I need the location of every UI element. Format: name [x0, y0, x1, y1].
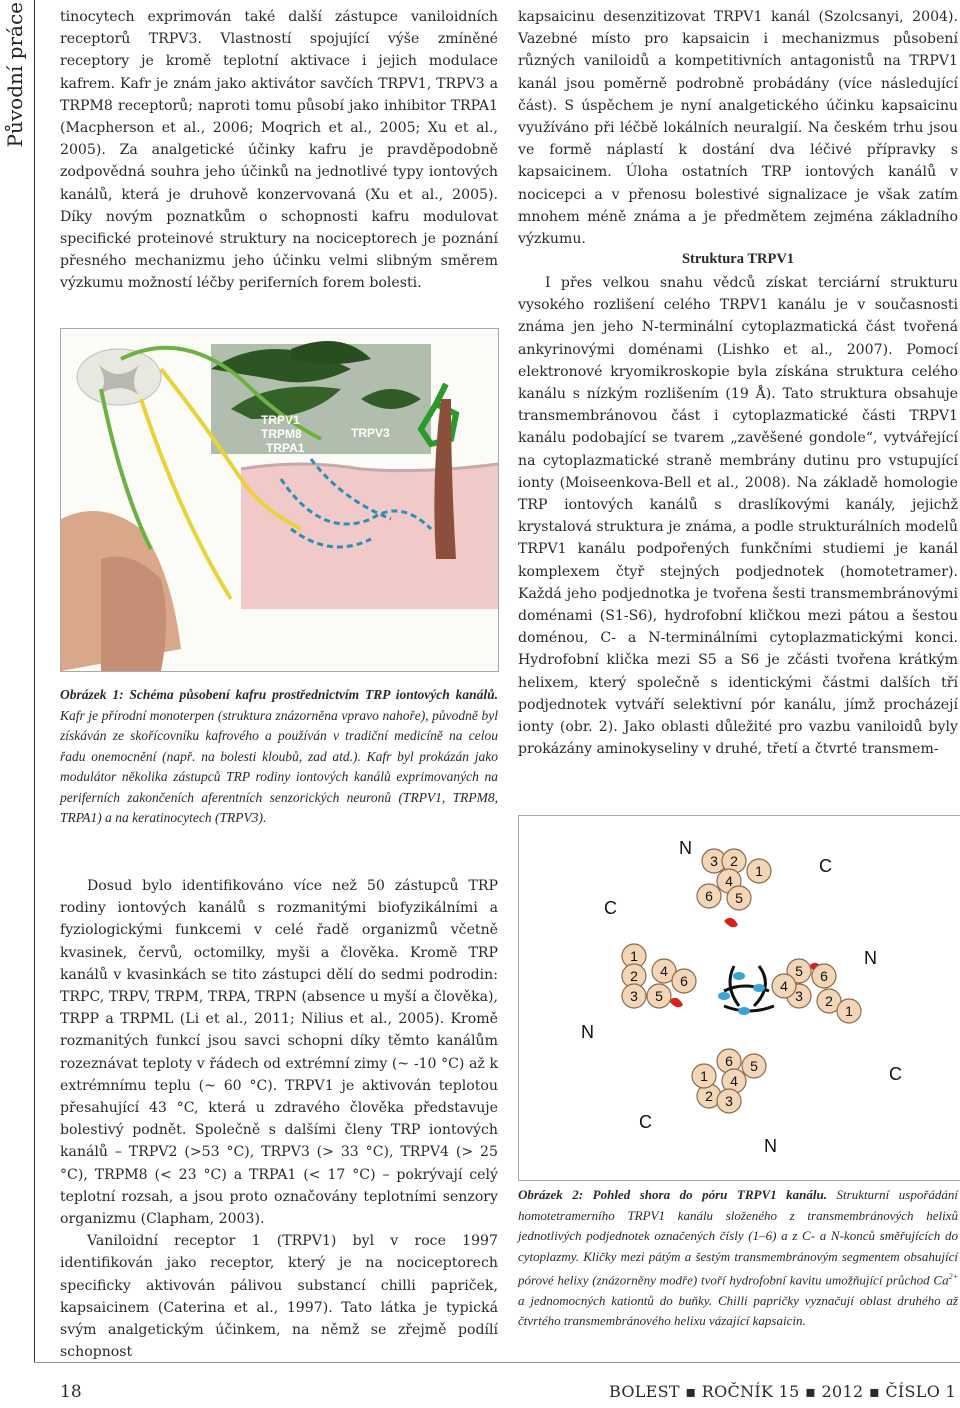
label-trpa1: TRPA1 — [266, 441, 305, 455]
c-terminal-label: C — [639, 1112, 652, 1132]
helix-number: 3 — [710, 853, 718, 869]
left-column-bottom — [60, 875, 498, 1363]
n-terminal-label: N — [679, 838, 692, 858]
helix-number: 2 — [730, 853, 738, 869]
helix-number: 5 — [750, 1058, 758, 1074]
helix-number: 3 — [795, 988, 803, 1004]
footer-rule — [34, 1362, 960, 1363]
figure-2-image — [518, 815, 960, 1181]
paragraph: kapsaicinu desenzitizovat TRPV1 kanál (Szolcsanyi, 2004). Vazebné místo pro kapsaicin i mechanizmus působení různých vaniloidů a kompetitivních antagonistů na TRPV1 kanál jsou poměrně podrobně probádány (více následující část). S úspěchem je nyní analgetického účinku kapsaicinu využíváno při léčbě lokálních neuralgií. Na českém trhu jsou ve formě náplastí k dostání dva léčivé přípravky s kapsaicinem. Úloha ostatních TRP iontových kanálů v nocicepci a v přenosu bolestivé signalizace je však zatím mnohem méně známa a je předmětem zejména základního výzkumu. — [518, 9, 958, 248]
left-column-top — [60, 6, 498, 295]
section-heading: Struktura TRPV1 — [681, 251, 795, 267]
c-terminal-label: C — [819, 856, 832, 876]
n-terminal-label: N — [581, 1022, 594, 1042]
helix-number: 6 — [725, 1053, 733, 1069]
helix-number: 4 — [660, 963, 668, 979]
figure-1-image — [60, 328, 499, 672]
figure-1-caption: Obrázek 1: Schéma působení kafru prostřednictvím TRP iontových kanálů. Kafr je přírodní monoterpen (struktura znázorněna vpravo nahoře), původně byl získáván ze skořícovníku kafrového a používán v tradiční medicíně na celou řadu onemocnění (např. na bolesti kloubů, zad atd.). Kafr byl prokázán jako modulátor několika zástupců TRP rodiny iontových kanálů exprimovaných na periferních zakončeních aferentních senzorických neuronů (TRPV1, TRPM8, TRPA1) a na keratinocytech (TRPV3). — [60, 687, 498, 825]
helix-number: 3 — [725, 1093, 733, 1109]
n-terminal-label: N — [864, 948, 877, 968]
journal-footer: BOLEST ▪ ROČNÍK 15 ▪ 2012 ▪ ČÍSLO 1 — [608, 1382, 956, 1401]
helix-number: 4 — [780, 978, 788, 994]
c-terminal-label: C — [604, 898, 617, 918]
helix-number: 2 — [630, 968, 638, 984]
helix-number: 4 — [725, 873, 733, 889]
helix-number: 1 — [630, 948, 638, 964]
figure-2-caption: Obrázek 2: Pohled shora do póru TRPV1 kanálu. Strukturní uspořádání homotetramerního TRPV1 kanálu složeného z transmembránových helixů jednotlivých podjednotek označených čísly (1–6) a z C- a N-konců směřujících do cytoplazmy. Kličky mezi pátým a šestým transmembránovým segmentem obsahující pórové helixy (znázorněny modře) tvoří hydrofobní kavitu umožňující průchod $Ca^{2+}$ a jednomocných kationtů do buňky. Chilli papričky vyznačují oblast druhého až čtvrtého transmembránového helixu vázající kapsaicin. — [518, 1187, 958, 1329]
page-number: 18 — [60, 1382, 82, 1402]
right-column-mid — [518, 248, 958, 760]
paragraph: tinocytech exprimován také další zástupce vaniloidních receptorů TRPV3. Vlastností spojující výše zmíněné receptory je kromě teplotní aktivace i jejich modulace kafrem. Kafr je znám jako aktivátor savčích TRPV1, TRPV3 a TRPM8 receptorů; naproti tomu působí jako inhibitor TRPA1 (Macpherson et al., 2006; Moqrich et al., 2005; Xu et al., 2005). Za analgetické účinky kafru je pravděpodobně zodpovědná souhra jeho účinků na jednotlivé typy iontových kanálů, která je druhově konzervovaná (Xu et al., 2005). Díky novým poznatkům o schopnosti kafru modulovat specifické proteinové struktury na nociceptorech je poznání přesného mechanizmu jeho účinku velmi slibným směrem výzkumu možností léčby periferních forem bolesti. — [60, 9, 498, 292]
helix-number: 2 — [825, 993, 833, 1009]
helix-number: 6 — [705, 888, 713, 904]
paragraph: Dosud bylo identifikováno více než 50 zástupců TRP rodiny iontových kanálů s rozmanitými biofyzikálními a fyziologickými funkcemi v celé řadě organizmů včetně kvasinek, červů, octomilky, myši a člověka. Kromě TRP kanálů v kvasinkách se tito zástupci dělí do sedmi podrodin: TRPC, TRPV, TRPM, TRPA, TRPN (absence u myší a člověka), TRPP a TRPML (Li et al., 2011; Nilius et al., 2005). Kromě rozmanitých funkcí jsou savci schopni díky těmto kanálům rozeznávat teploty v řádech od extrémní zimy (~ -10 °C) až k extrémnímu teplu (~ 60 °C). TRPV1 je aktivován teplotou přesahující 43 °C, která u zdravého člověka představuje bolestivý podnět. Společně s dalšími členy TRP iontových kanálů – TRPV2 (>53 °C), TRPV3 (> 33 °C), TRPV4 (> 25 °C), TRPM8 (< 23 °C) a TRPA1 (< 17 °C) – pokrývají celý teplotní rozsah, a jsou proto označovány teplotními senzory organizmu (Clapham, 2003). — [60, 878, 498, 1228]
paragraph: Vaniloidní receptor 1 (TRPV1) byl v roce 1997 identifikován jako receptor, který je na nociceptorech specificky aktivován pálivou substancí chilli papriček, kapsaicinem (Caterina et al., 1997). Tato látka je typická svým analgetickým účinkem, na němž se zřejmě podílí schopnost — [60, 1233, 498, 1361]
helix-number: 6 — [680, 973, 688, 989]
helix-number: 6 — [820, 968, 828, 984]
helix-number: 4 — [730, 1073, 738, 1089]
helix-number: 5 — [795, 963, 803, 979]
helix-number: 1 — [700, 1068, 708, 1084]
paragraph: I přes velkou snahu vědců získat terciární strukturu vysokého rozlišení celého TRPV1 kanálu je v současnosti známa jen jeho N-terminální cytoplazmatická část tvořená ankyrinovými doménami (Lishko et al., 2007). Pomocí elektronové kryomikroskopie byla získána struktura celého kanálu s nízkým rozlišením (19 Å). Tato struktura obsahuje transmembránovou část i cytoplazmatické části TRPV1 kanálu podobající se tvarem „zavěšené gondole“, vytvářející na cytoplazmatické straně membrány dutinu pro vstupující ionty (Moiseenkova-Bell et al., 2008). Na základě homologie TRP iontových kanálů s draslíkovými kanály, jejichž krystalová struktura je známa, a podle strukturálních modelů TRPV1 kanálu podpořených funkčními studiemi je kanál komplexem čtyř stejných podjednotek (homotetramer). Každá jeho podjednotka je tvořena šesti transmembránovými doménami (S1-S6), hydrofobní kličkou mezi pátou a šestou doménou, C- a N-terminálními cytoplazmatickými konci. Hydrofobní klička mezi S5 a S6 je zčásti tvořena krátkým helixem, který společně s identickými částmi dalších tří podjednotek vytváří selektivní pór kanálu, jímž procházejí ionty (obr. 2). Jako oblasti důležité pro vazbu vaniloidů byly prokázány aminokyseliny v druhé, třetí a čtvrté transmem- — [518, 275, 958, 758]
helix-number: 1 — [755, 863, 763, 879]
n-terminal-label: N — [764, 1136, 777, 1156]
spinal-cord-illustration — [77, 349, 161, 405]
section-label: Původní práce — [3, 2, 27, 148]
right-column-top — [518, 6, 958, 250]
helix-number: 3 — [630, 988, 638, 1004]
helix-number: 5 — [735, 890, 743, 906]
helix-number: 5 — [655, 988, 663, 1004]
helix-number: 1 — [845, 1003, 853, 1019]
helix-number: 2 — [705, 1088, 713, 1104]
label-trpv1: TRPV1 — [261, 413, 300, 427]
c-terminal-label: C — [889, 1064, 902, 1084]
left-vertical-rule — [34, 0, 35, 1362]
label-trpm8: TRPM8 — [261, 427, 302, 441]
label-trpv3: TRPV3 — [351, 426, 390, 440]
